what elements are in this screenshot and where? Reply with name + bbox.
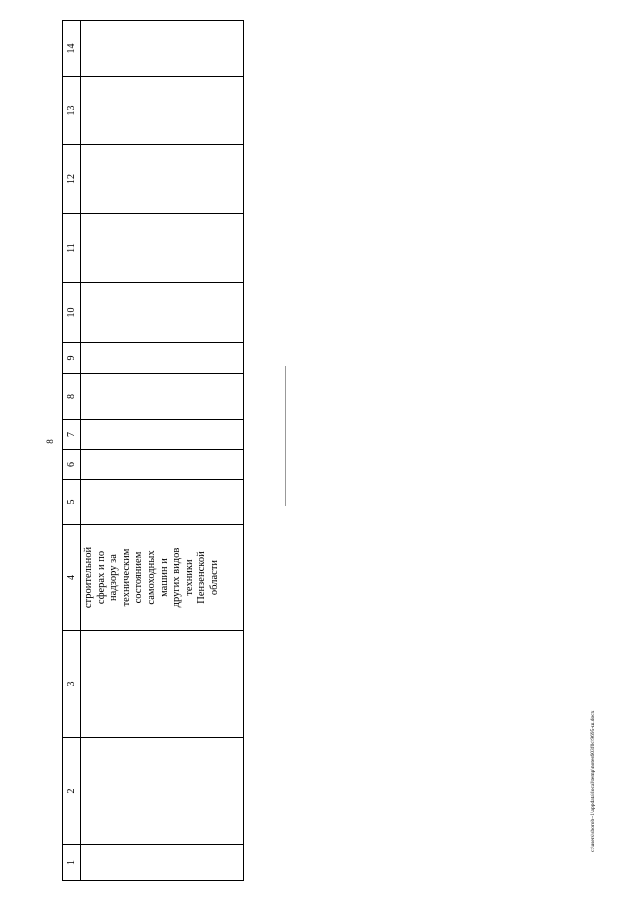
cell-line: состоянием [133, 551, 145, 604]
table-cell [81, 631, 244, 738]
table-cell [81, 283, 244, 343]
separator-line [285, 366, 286, 506]
cell-line: техническим [120, 548, 132, 607]
table-cell [81, 374, 244, 420]
header-cell: 11 [63, 214, 81, 283]
cell-line: области [208, 559, 220, 596]
data-table [62, 20, 244, 881]
cell-line: других видов [171, 547, 183, 608]
header-cell: 3 [63, 631, 81, 738]
header-cell: 8 [63, 374, 81, 420]
table-header-row [63, 21, 81, 881]
header-cell: 6 [63, 450, 81, 480]
table-cell [81, 738, 244, 845]
table-cell [81, 420, 244, 450]
header-cell: 9 [63, 343, 81, 374]
cell-line: Пензенской [196, 551, 208, 604]
header-cell: 10 [63, 283, 81, 343]
table-cell [81, 450, 244, 480]
header-cell: 4 [63, 525, 81, 631]
table-cell [81, 145, 244, 214]
table-rotated-container [62, 21, 244, 881]
cell-line: надзору за [108, 554, 120, 601]
table-cell [81, 77, 244, 145]
header-cell: 1 [63, 845, 81, 881]
footer-file-path: c:\users\sborob~1\appdata\local\temp\notes603f0c\9695-ш.docx [590, 710, 596, 852]
cell-line: самоходных [145, 550, 157, 605]
header-cell: 13 [63, 77, 81, 145]
table-row [81, 21, 244, 881]
cell-line: строительной [83, 546, 94, 609]
table-inner [62, 21, 244, 881]
table-cell [81, 214, 244, 283]
header-cell: 5 [63, 480, 81, 525]
page-number: 8 [44, 439, 55, 444]
header-cell: 14 [63, 21, 81, 77]
table-cell [81, 21, 244, 77]
header-cell: 12 [63, 145, 81, 214]
table-cell-col4 [81, 525, 244, 631]
table-cell [81, 480, 244, 525]
cell-line: машин и [158, 558, 170, 597]
header-cell: 2 [63, 738, 81, 845]
cell-line: техники [183, 559, 195, 596]
table-cell [81, 343, 244, 374]
header-cell: 7 [63, 420, 81, 450]
cell-line: сферах и по [95, 550, 107, 605]
table-cell [81, 845, 244, 881]
